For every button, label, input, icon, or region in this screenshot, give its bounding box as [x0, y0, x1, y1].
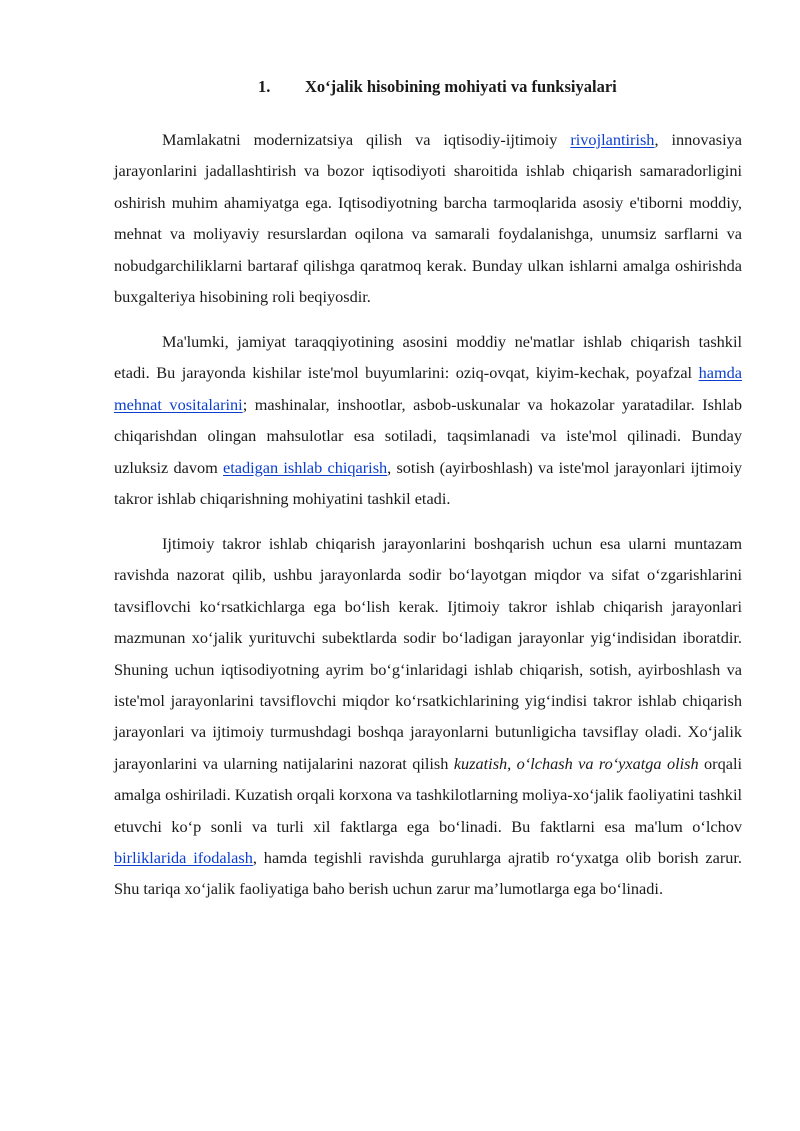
- paragraph-1: [114, 124, 742, 312]
- paragraph-2: [114, 326, 742, 514]
- paragraph-text: , hamda tegishli ravishda guruhlarga ajratib ro‘yxatga olib borish zarur. Shu tariqa xo‘jalik faoliyatiga baho berish uchun zarur ma’lumotlarga ega bo‘linadi.: [114, 847, 742, 899]
- section-title: Xo‘jalik hisobining mohiyati va funksiyalari: [305, 77, 617, 96]
- paragraph-text: , innovasiya jarayonlarini jadallashtirish va bozor iqtisodiyoti sharoitida ishlab chiqarish samaradorligini oshirish muhim ahamiyatga ega. Iqtisodiyotning barcha tarmoqlarida asosiy e'tiborni moddiy, mehnat va moliyaviy resurslardan oqilona va samarali foydalanishga, unumsiz sarflarni va nobudgarchiliklarni bartaraf qilishga qaratmoq kerak. Bunday ulkan ishlarni amalga oshirishda buxgalteriya hisobining roli beqiyosdir.: [114, 130, 742, 307]
- paragraph-text: ; mashinalar, inshootlar, asbob-uskunalar va hokazolar yaratadilar. Ishlab chiqarishdan olingan mahsulotlar esa sotiladi, taqsimlanadi va iste'mol qilinadi. Bunday uzluksiz davom: [114, 394, 742, 477]
- document-body: [114, 124, 742, 905]
- paragraph-text: orqali amalga oshiriladi. Kuzatish orqali korxona va tashkilotlarning moliya-xo‘jalik faoliyatini tashkil etuvchi ko‘p sonli va turli xil faktlarga ega bo‘linadi. Bu faktlarni esa ma'lum o‘lchov: [114, 753, 743, 836]
- link-hamda-mehnat-vositalarini[interactable]: hamda mehnat vositalarini: [114, 363, 742, 414]
- paragraph-3: [114, 528, 742, 905]
- paragraph-text: Mamlakatni modernizatsiya qilish va iqtisodiy-ijtimoiy: [162, 130, 571, 149]
- link-rivojlantirish[interactable]: rivojlantirish: [570, 130, 655, 149]
- paragraph-text: , sotish (ayirboshlash) va iste'mol jarayonlari ijtimoiy takror ishlab chiqarishning mohiyatini tashkil etadi.: [114, 457, 743, 508]
- paragraph-text: Ma'lumki, jamiyat taraqqiyotining asosini moddiy ne'matlar ishlab chiqarish tashkil etadi. Bu jarayonda kishilar iste'mol buyumlarini: oziq-ovqat, kiyim-kechak, poyafzal: [114, 331, 742, 383]
- paragraph-text: Ijtimoiy takror ishlab chiqarish jarayonlarini boshqarish uchun esa ularni muntazam ravishda nazorat qilib, ushbu jarayonlarda sodir bo‘layotgan miqdor va sifat o‘zgarishlarini tavsiflovchi ko‘rsatkichlarga ega bo‘lish kerak. Ijtimoiy takror ishlab chiqarish jarayonlari mazmunan xo‘jalik yurituvchi subektlarda sodir bo‘ladigan jarayonlar yig‘indisidan iboratdir. Shuning uchun iqtisodiyotning ayrim bo‘g‘inlaridagi ishlab chiqarish, sotish, ayirboshlash va iste'mol jarayonlarini tavsiflovchi miqdor ko‘rsatkichlarining yig‘indisi takror ishlab chiqarish jarayonlari va ijtimoiy turmushdagi boshqa jarayonlarni butunligicha tavsiflay oladi. Xo‘jalik jarayonlarini va ularning natijalarini nazorat qilish: [114, 533, 742, 773]
- italic-phrase: kuzatish, o‘lchash va ro‘yxatga olish: [453, 753, 699, 773]
- link-birliklarida-ifodalash[interactable]: birliklarida ifodalash: [114, 847, 253, 867]
- section-number: 1.: [258, 77, 271, 96]
- link-etadigan-ishlab-chiqarish[interactable]: etadigan ishlab chiqarish: [223, 457, 388, 477]
